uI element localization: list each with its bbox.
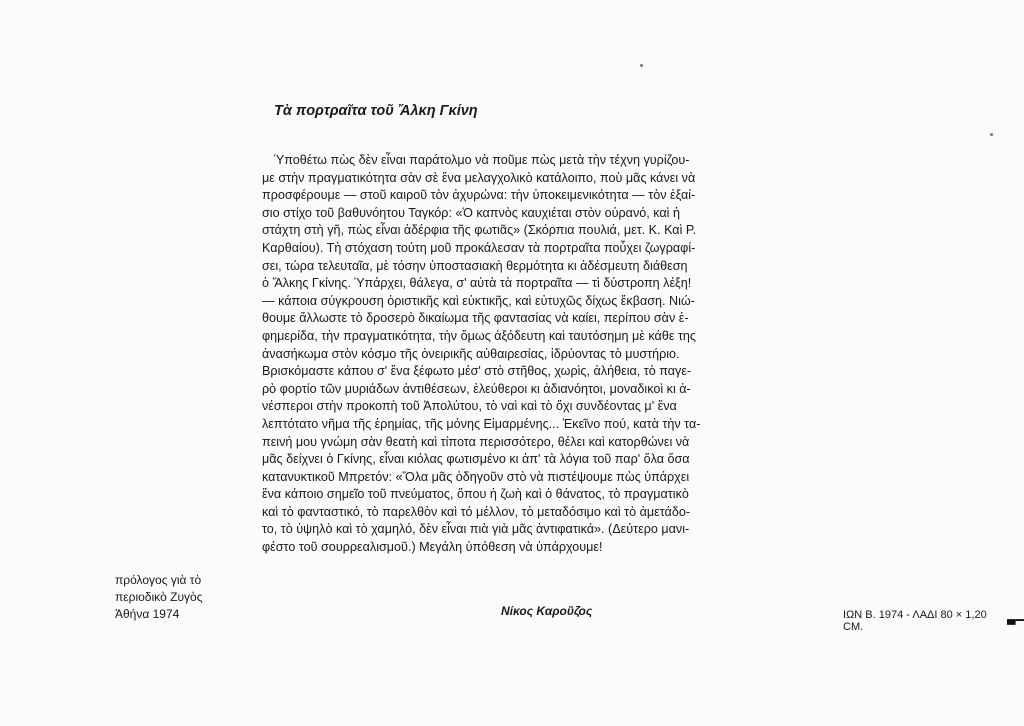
text-line: — κάποια σύγκρουση ὁριστικῆς καὶ εὐκτικῆς, καὶ εὐτυχῶς δίχως ἔκβαση. Νιώ- <box>262 293 695 308</box>
text-line: φέστο τοῦ σουρρεαλισμοῦ.) Μεγάλη ὑπόθεση νὰ ὑπάρχουμε! <box>262 540 603 555</box>
text-line: Καρθαίου). Τὴ στόχαση τούτη μοῦ προκάλεσαν τὰ πορτραῖτα ποὖχει ζωγραφί- <box>262 240 696 255</box>
text-line: νέσπεροι στὴν προκοπὴ τοῦ Ἀπολύτου, τὸ ναὶ καὶ τὸ ὄχι συνδέοντας μ' ἕνα <box>262 399 677 414</box>
artwork-caption <box>843 609 1024 633</box>
text-line: στάχτη στὴ γῆ, πὼς εἶναι ἀδέρφια τῆς φωτιᾶς» (Σκόρπια πουλιά, μετ. Κ. Καὶ Ρ. <box>262 223 697 238</box>
text-line: σιο στίχο τοῦ βαθυνόητου Ταγκόρ: «Ὁ καπνὸς καυχιέται στὸν οὐρανό, καὶ ἡ <box>262 205 680 220</box>
text-line: με στὴν πραγματικότητα σὰν σὲ ἕνα μελαγχολικὸ κατάλοιπο, ποὺ μᾶς κάνει νὰ <box>262 170 696 185</box>
footnote-line: πρόλογος γιὰ τὸ <box>115 573 202 587</box>
text-line: καὶ τὸ φανταστικό, τὸ παρελθὸν καὶ τό μέλλον, τὸ μεταδόσιμο καὶ τὸ ἀμετάδο- <box>262 504 691 519</box>
text-line: ἕνα κάποιο σημεῖο τοῦ πνεύματος, ὅπου ἡ ζωὴ καὶ ὁ θάνατος, τὸ πραγματικὸ <box>262 487 689 502</box>
footnote-line: Ἀθήνα 1974 <box>115 607 180 621</box>
text-line: Βρισκόμαστε κάπου σ' ἕνα ξέφωτο μέσ' στὸ στῆθος, χωρὶς, ἀλήθεια, τὸ παγε- <box>262 364 692 379</box>
scan-speck <box>990 133 993 136</box>
text-line: ὁ Ἄλκης Γκίνης. Ὑπάρχει, θάλεγα, σ' αὐτὰ τὰ πορτραῖτα — τὶ δύστροπη λέξη! <box>262 276 692 291</box>
document-title: Τὰ πορτραῖτα τοῦ Ἄλκη Γκίνη <box>274 103 478 119</box>
text-line: προσφέρουμε — στοῦ καιροῦ τὸν ἀχυρώνα: τὴν ὑποκειμενικότητα — τὸν ἐξαί- <box>262 188 696 203</box>
text-line: σει, τώρα τελευταῖα, μὲ τόσην ὑποστασιακὴ θερμότητα κι ἀδέσμευτη διάθεση <box>262 258 688 273</box>
footnote <box>115 572 203 623</box>
text-line: το, τὸ ὑψηλὸ καὶ τὸ χαμηλό, δὲν εἶναι πιὰ γιὰ μᾶς ἀντιφατικά». (Δεύτερο μανι- <box>262 522 690 537</box>
scan-speck <box>640 64 643 67</box>
text-line: κατανυκτικοῦ Μπρετόν: «Ὅλα μᾶς ὁδηγοῦν στὸ νὰ πιστέψουμε πὼς ὑπάρχει <box>262 469 690 484</box>
text-line: Ὑποθέτω πὼς δὲν εἶναι παράτολμο νὰ ποῦμε πὼς μετὰ τὴν τέχνη γυρίζου- <box>274 153 690 167</box>
pointing-hand-icon <box>1007 618 1024 625</box>
text-line: θουμε ἄλλωστε τὸ δροσερὸ δικαίωμα τῆς φαντασίας νὰ καίει, περίπου σὰν ἐ- <box>262 311 689 326</box>
body-text <box>262 152 701 557</box>
text-line: λεπτότατο νῆμα τῆς ἐρημίας, τῆς μόνης Εἱμαρμένης... Ἐκεῖνο πού, κατὰ τὴν τα- <box>262 416 701 431</box>
author-signature: Νίκος Καροῦζος <box>501 604 593 618</box>
footnote-line: περιοδικὸ Ζυγὸς <box>115 590 203 604</box>
caption-text: ΙΩΝ Β. 1974 - ΛΑΔΙ 80 × 1,20 CM. <box>843 609 987 633</box>
text-line: ρὸ φορτίο τῶν μυριάδων ἀντιθέσεων, ἐλεύθεροι κι ἀδιανόητοι, μοναδικοὶ κι ἀ- <box>262 381 691 396</box>
text-line: φημερίδα, τὴν πραγματικότητα, τὴν ὅμως ἀξόδευτη καὶ ταυτόσημη μὲ κάθε της <box>262 328 696 343</box>
text-line: μᾶς δείχνει ὁ Γκίνης, εἶναι κιόλας φωτισμένο κι ἀπ' τὰ λόγια τοῦ παρ' ὅλα ὅσα <box>262 452 690 467</box>
text-line: πεινή μου γνώμη σὰν θεατὴ καὶ τίποτα περισσότερο, θέλει καὶ κατορθώνει νὰ <box>262 434 690 449</box>
text-line: ἀνασήκωμα στὸν κόσμο τῆς ὀνειρικῆς αὐθαιρεσίας, ἱδρύοντας τὸ μυστήριο. <box>262 346 680 361</box>
